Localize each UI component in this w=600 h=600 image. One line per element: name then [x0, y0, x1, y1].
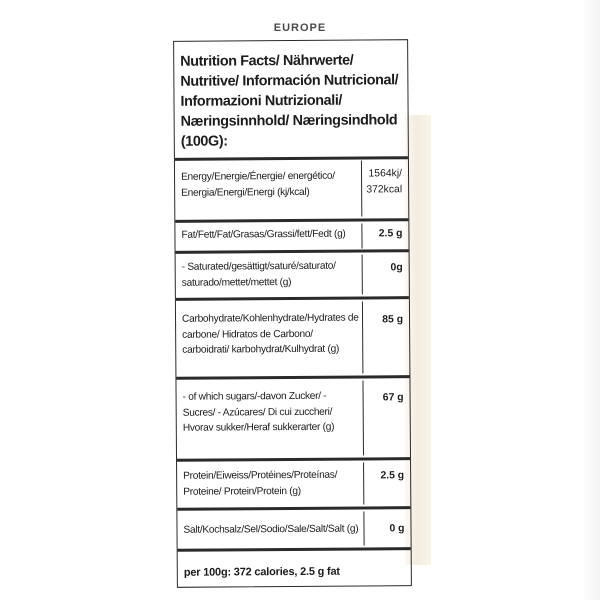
column-divider [363, 463, 364, 505]
row-divider [175, 218, 408, 223]
column-divider [362, 255, 363, 295]
row-energy-label: Energy/Energie/Énergie/ energético/ Energia/Energi/Energi (kj/kcal) [181, 170, 335, 199]
column-divider [362, 381, 364, 456]
row-divider [178, 547, 411, 552]
row-saturated-label: - Saturated/gesättigt/saturé/saturato/ saturado/mettet/mettet (g) [181, 260, 336, 289]
nutrition-title: Nutrition Facts/ Nährwerte/ Nutritive/ Información Nutricional/ Informazioni Nutrizionali/ Næringsinnhold/ Næringsindhold (100G): [180, 52, 399, 150]
row-sugars-value: 67 g [382, 392, 404, 404]
row-salt-label: Salt/Kochsalz/Sel/Sodio/Sale/Salt/Salt (g) [183, 523, 359, 536]
row-carbohydrate-label: Carbohydrate/Kohlenhydrate/Hydrates de carbone/ Hidratos de Carbono/ carboidrati/ karbohydrat/Kulhydrat (g) [181, 312, 359, 356]
nutrition-panel [173, 39, 412, 588]
row-salt-value: 0 g [389, 523, 405, 535]
row-carbohydrate-value: 85 g [382, 314, 404, 326]
row-protein-value: 2.5 g [380, 470, 405, 482]
row-divider [176, 249, 409, 254]
column-divider [361, 224, 362, 249]
edge-shadow [582, 0, 600, 600]
row-fat-label: Fat/Fett/Fat/Grasas/Grassi/fett/Fedt (g) [181, 228, 346, 241]
row-sugars-label: - of which sugars/-davon Zucker/ - Sucres/ - Azúcares/ Di cui zuccheri/ Hvorav sukker/Heraf sukkerarter (g) [182, 390, 335, 434]
title-divider [175, 156, 408, 161]
row-energy-kcal: 372kcal [366, 184, 403, 196]
column-divider [363, 512, 364, 546]
row-energy-kj: 1564kj/ [368, 168, 403, 180]
column-divider [362, 302, 364, 374]
region-label: EUROPE [273, 22, 327, 34]
row-protein-label: Protein/Eiweiss/Protéines/Proteínas/ Proteine/ Protein/Protein (g) [183, 469, 338, 498]
footer-summary: per 100g: 372 calories, 2.5 g fat [183, 565, 340, 579]
row-divider [177, 457, 410, 462]
row-divider [177, 506, 410, 511]
row-fat-value: 2.5 g [378, 228, 403, 240]
row-saturated-value: 0g [390, 262, 403, 274]
row-divider [176, 296, 409, 301]
row-divider [176, 375, 409, 380]
column-divider [361, 161, 362, 217]
